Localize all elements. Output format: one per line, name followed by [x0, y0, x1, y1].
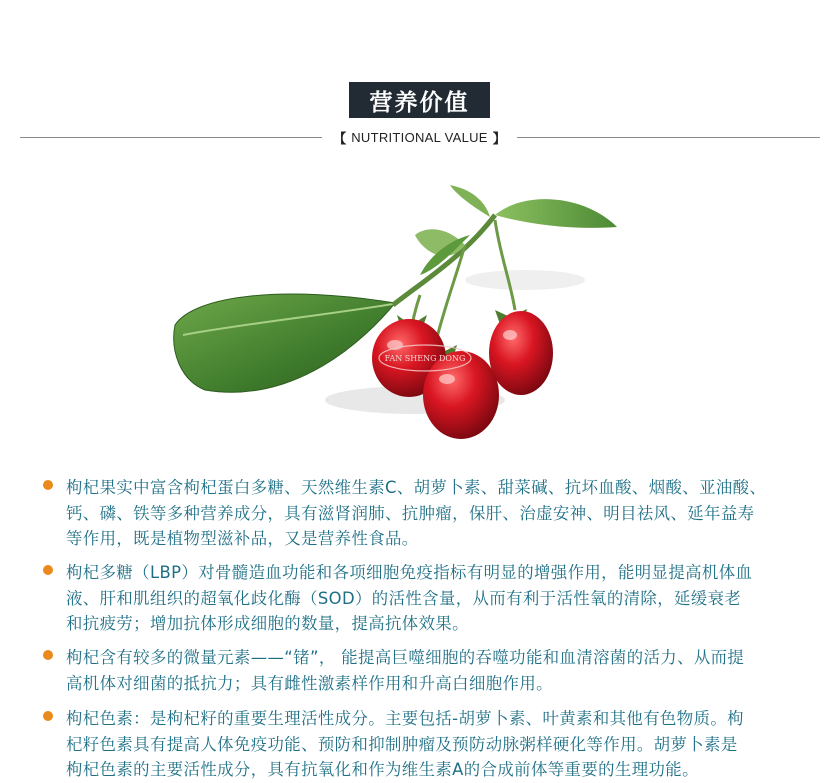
- divider-right: [517, 137, 820, 138]
- paragraph-line: 液、肝和肌组织的超氧化歧化酶（SOD）的活性含量，从而有利于活性氧的清除，延缓衰老: [66, 588, 742, 608]
- section-title: [349, 82, 490, 118]
- highlight: [503, 330, 517, 340]
- stem: [393, 215, 495, 305]
- paragraph-line: 枸杞多糖（LBP）对骨髓造血功能和各项细胞免疫指标有明显的增强作用，能明显提高机体血: [66, 563, 753, 582]
- goji-berry: [423, 351, 499, 439]
- highlight: [439, 374, 455, 384]
- paragraph-line: 枸杞色素的主要活性成分，具有抗氧化和作为维生素A的合成前体等重要的生理功能。: [66, 760, 699, 779]
- paragraph-2: [66, 560, 806, 637]
- subtitle-text: NUTRITIONAL VALUE: [351, 129, 488, 145]
- divider-left: [20, 137, 322, 138]
- paragraph-4: [66, 706, 806, 783]
- bullet-dot: [43, 565, 53, 575]
- stem: [495, 220, 515, 310]
- goji-berry: [489, 311, 553, 395]
- watermark-text: FAN SHENG DONG: [384, 354, 466, 363]
- bullet-dot: [43, 650, 53, 660]
- paragraph-line: 等作用，既是植物型滋补品，又是营养性食品。: [66, 529, 419, 548]
- subtitle-left-bracket: 【: [333, 130, 347, 146]
- paragraph-line: 枸杞含有较多的微量元素——“锗”， 能提高巨噬细胞的吞噬功能和血清溶菌的活力、从而提: [66, 648, 745, 667]
- paragraph-line: 枸杞色素：是枸杞籽的重要生理活性成分。主要包括-胡萝卜素、叶黄素和其他有色物质。枸: [66, 709, 744, 728]
- bullet-dot: [43, 480, 53, 490]
- paragraph-line: 枸杞果实中富含枸杞蛋白多糖、天然维生素C、胡萝卜素、甜菜碱、抗坏血酸、烟酸、亚油酸、: [66, 478, 767, 497]
- section-title-text: 营养价值: [369, 89, 470, 116]
- paragraph-line: 钙、磷、铁等多种营养成分，具有滋肾润肺、抗肿瘤，保肝、治虚安神、明目祛风、延年益寿: [66, 503, 755, 523]
- paragraph-line: 杞籽色素具有提高人体免疫功能、预防和抑制肿瘤及预防动脉粥样硬化等作用。胡萝卜素是: [66, 734, 738, 754]
- shadow: [465, 270, 585, 290]
- goji-berry-image: [165, 175, 625, 450]
- paragraph-line: 和抗疲劳；增加抗体形成细胞的数量，提高抗体效果。: [66, 614, 469, 633]
- leaf: [450, 185, 490, 217]
- paragraph-1: [66, 475, 806, 552]
- subtitle-right-bracket: 】: [492, 130, 506, 146]
- section-subtitle: [322, 127, 517, 147]
- bullet-dot: [43, 711, 53, 721]
- paragraph-3: [66, 645, 806, 696]
- leaf: [495, 199, 617, 228]
- paragraph-line: 高机体对细菌的抵抗力；具有雌性激素样作用和升高白细胞作用。: [66, 673, 553, 693]
